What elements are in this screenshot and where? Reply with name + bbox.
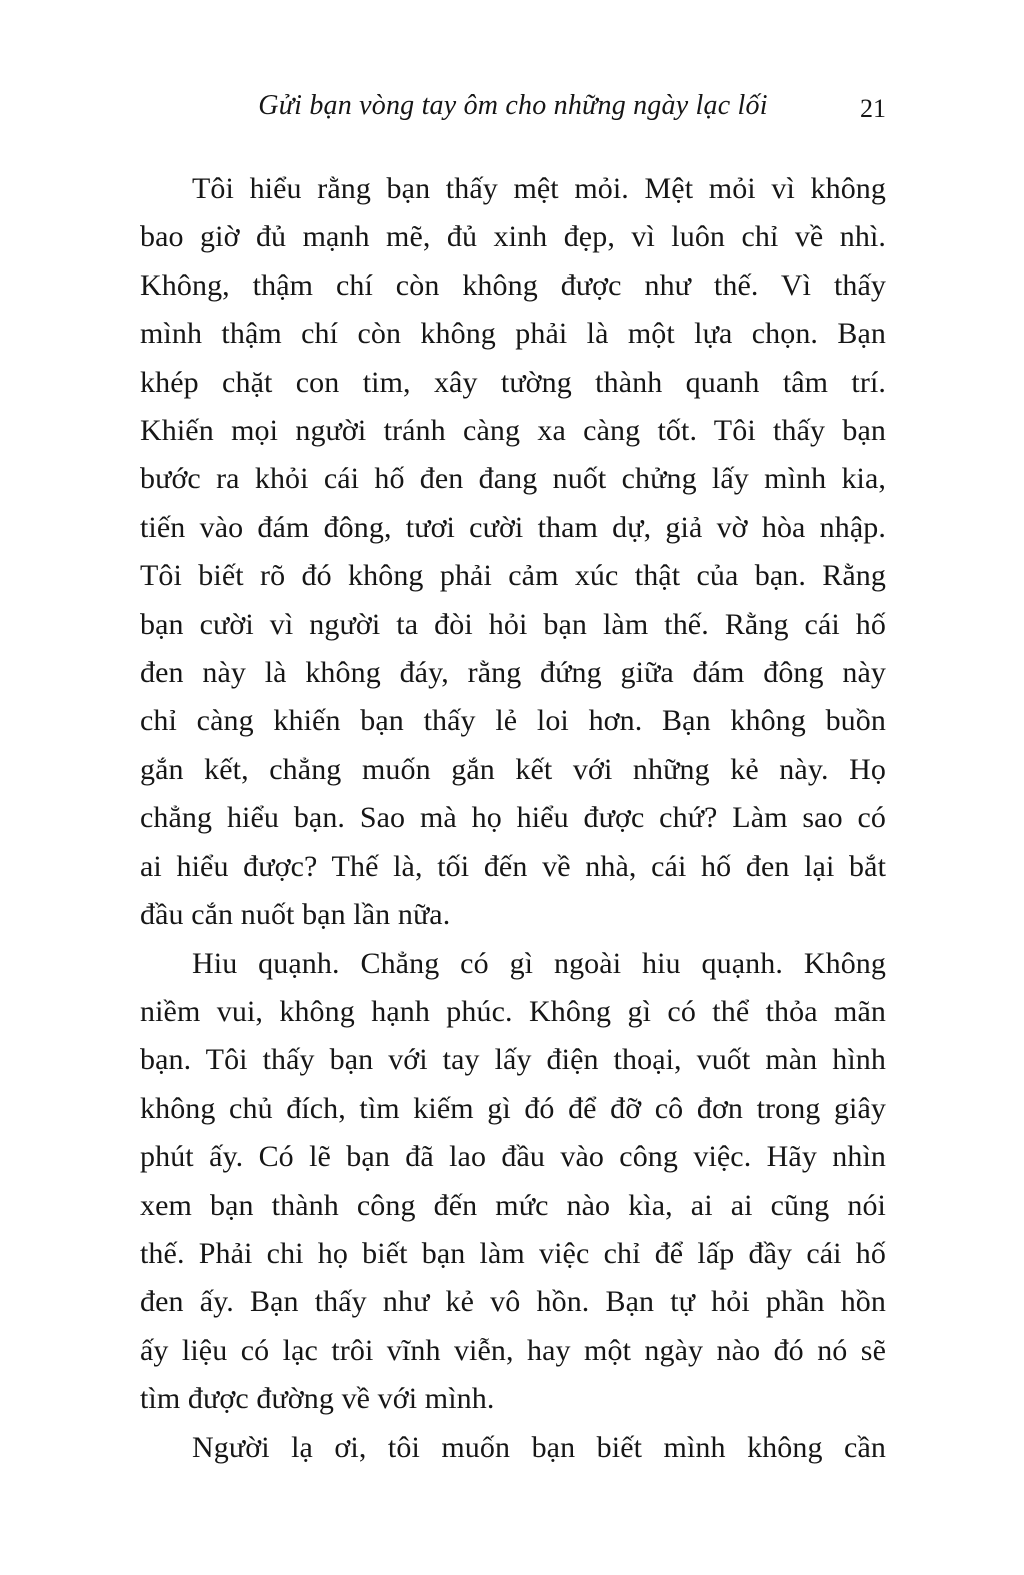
body-line: bạn cười vì người ta đòi hỏi bạn làm thế. Rằng cái hố — [140, 607, 886, 641]
body-line: chỉ càng khiến bạn thấy lẻ loi hơn. Bạn không buồn — [140, 704, 886, 738]
running-title: Gửi bạn vòng tay ôm cho những ngày lạc lối — [258, 90, 768, 121]
body-line: Tôi hiểu rằng bạn thấy mệt mỏi. Mệt mỏi vì không — [192, 172, 886, 205]
body-text — [140, 165, 886, 1472]
body-line: ai hiểu được? Thế là, tối đến về nhà, cái hố đen lại bắt — [140, 849, 886, 883]
body-line: xem bạn thành công đến mức nào kìa, ai ai cũng nói — [140, 1188, 886, 1222]
body-line: đen này là không đáy, rằng đứng giữa đám đông này — [140, 656, 886, 690]
body-line: không chủ đích, tìm kiếm gì đó để đỡ cô đơn trong giây — [140, 1091, 886, 1125]
body-line: đen ấy. Bạn thấy như kẻ vô hồn. Bạn tự hỏi phần hồn — [140, 1285, 886, 1319]
body-line: thế. Phải chi họ biết bạn làm việc chỉ để lấp đầy cái hố — [140, 1236, 886, 1270]
body-line: tiến vào đám đông, tươi cười tham dự, giả vờ hòa nhập. — [140, 510, 886, 544]
body-line: tìm được đường về với mình. — [140, 1382, 495, 1416]
body-line: phút ấy. Có lẽ bạn đã lao đầu vào công việc. Hãy nhìn — [140, 1140, 886, 1174]
body-line: Tôi biết rõ đó không phải cảm xúc thật của bạn. Rằng — [140, 559, 886, 593]
body-line: Người lạ ơi, tôi muốn bạn biết mình không cần — [192, 1430, 886, 1464]
body-line: niềm vui, không hạnh phúc. Không gì có thể thỏa mãn — [140, 994, 886, 1028]
body-line: Hiu quạnh. Chẳng có gì ngoài hiu quạnh. Không — [192, 946, 886, 980]
body-line: mình thậm chí còn không phải là một lựa chọn. Bạn — [140, 317, 886, 351]
body-line: ấy liệu có lạc trôi vĩnh viễn, hay một ngày nào đó nó sẽ — [140, 1333, 886, 1367]
page-number: 21 — [860, 94, 886, 123]
body-line: khép chặt con tim, xây tường thành quanh tâm trí. — [140, 365, 886, 399]
body-line: bước ra khỏi cái hố đen đang nuốt chửng lấy mình kia, — [140, 462, 886, 496]
body-line: bao giờ đủ mạnh mẽ, đủ xinh đẹp, vì luôn chỉ về nhì. — [140, 220, 886, 254]
body-line: Không, thậm chí còn không được như thế. Vì thấy — [140, 268, 886, 302]
body-line: bạn. Tôi thấy bạn với tay lấy điện thoại, vuốt màn hình — [140, 1043, 886, 1077]
body-line: đầu cắn nuốt bạn lần nữa. — [140, 898, 451, 932]
body-line: Khiến mọi người tránh càng xa càng tốt. Tôi thấy bạn — [140, 414, 886, 448]
page-header — [140, 86, 886, 130]
body-line: gắn kết, chẳng muốn gắn kết với những kẻ này. Họ — [140, 752, 886, 786]
body-line: chẳng hiểu bạn. Sao mà họ hiểu được chứ? Làm sao có — [140, 801, 886, 835]
